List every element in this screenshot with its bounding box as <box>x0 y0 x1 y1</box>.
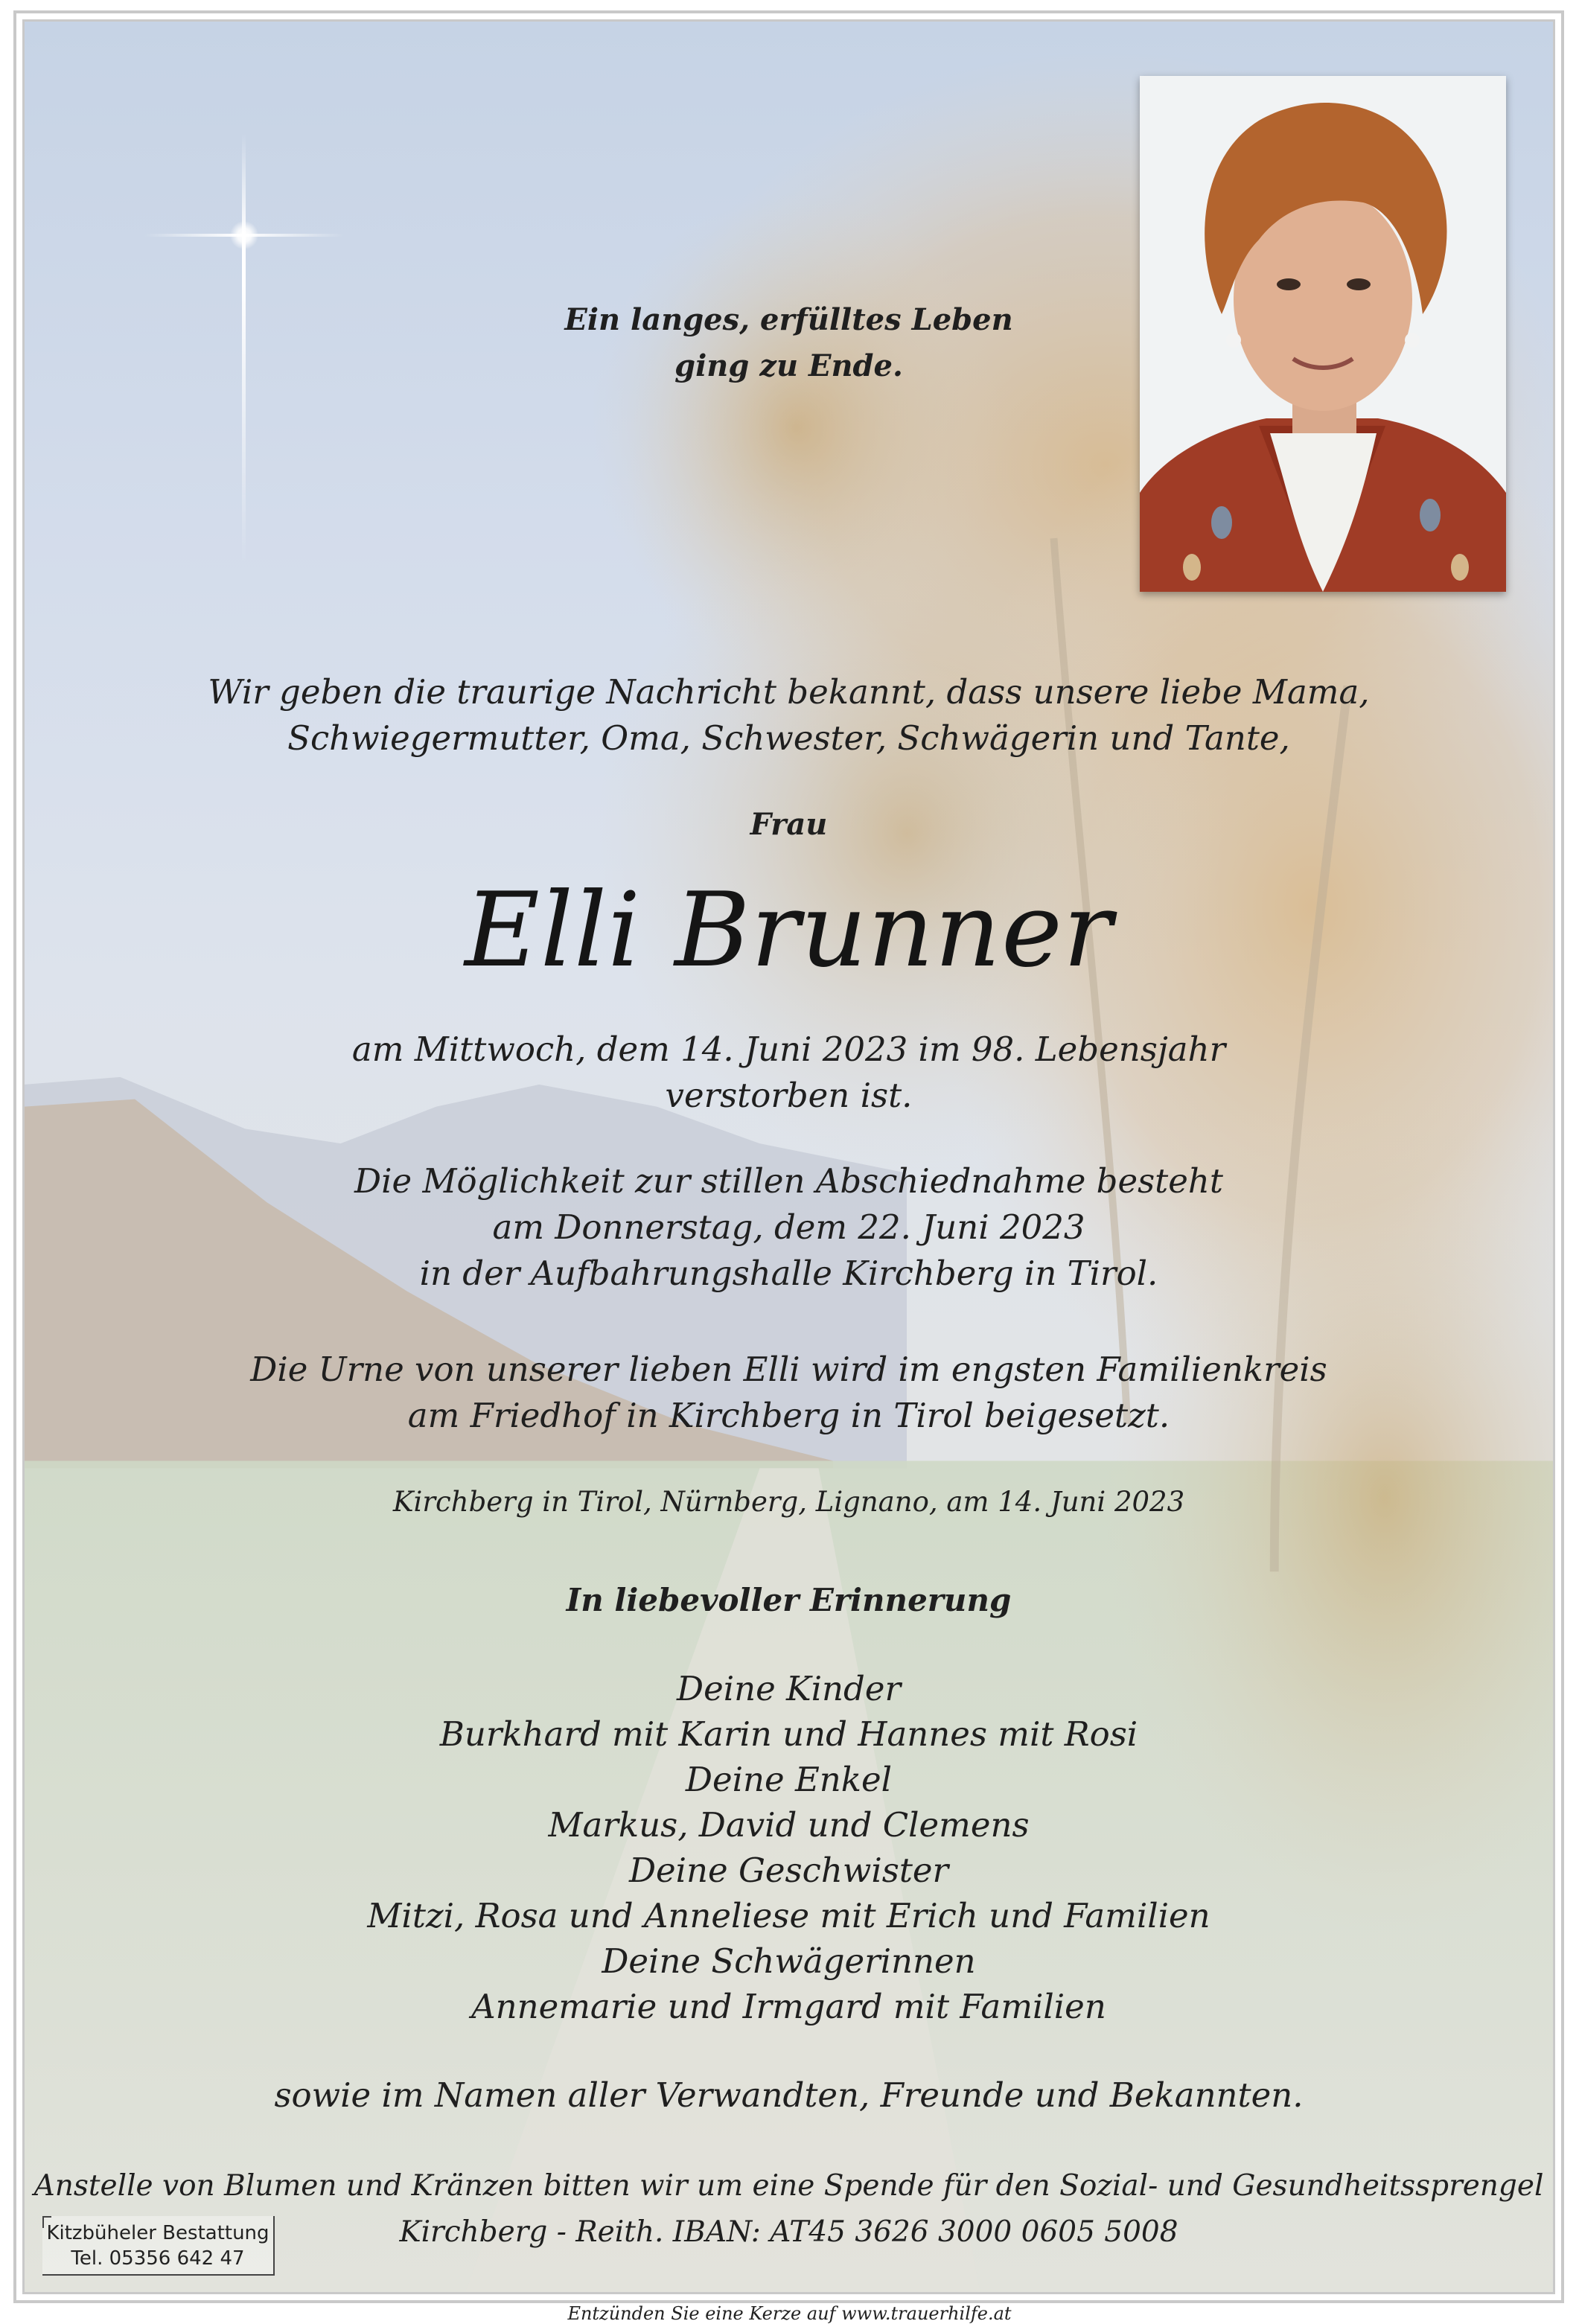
announcement-line-2: Schwiegermutter, Oma, Schwester, Schwägerin und Tante, <box>287 718 1290 758</box>
announcement-line-1: Wir geben die traurige Nachricht bekannt, dass unsere liebe Mama, <box>208 672 1370 712</box>
donation-line-1: Anstelle von Blumen und Kränzen bitten wir um eine Spende für den Sozial- und Gesundheitssprengel <box>34 2169 1544 2203</box>
funeral-home-name: Kitzbüheler Bestattung <box>46 2222 269 2244</box>
obituary-background <box>22 19 1555 2294</box>
logo-corner-mark <box>42 2216 51 2228</box>
mourners-list <box>25 1666 1553 2029</box>
farewell-info <box>25 1158 1553 1297</box>
death-line-1: am Mittwoch, dem 14. Juni 2023 im 98. Lebensjahr <box>351 1029 1226 1069</box>
farewell-line-2: am Donnerstag, dem 22. Juni 2023 <box>492 1207 1085 1247</box>
death-date-text <box>25 1027 1553 1119</box>
mourner-line: Mitzi, Rosa und Anneliese mit Erich und Familien <box>367 1896 1210 1935</box>
mourner-line: Deine Geschwister <box>628 1851 949 1890</box>
mourner-line: Markus, David und Clemens <box>548 1805 1030 1845</box>
quote-line-1: Ein langes, erfülltes Leben <box>564 302 1013 337</box>
mourner-line: Burkhard mit Karin und Hannes mit Rosi <box>439 1714 1138 1754</box>
deceased-name: Elli Brunner <box>465 870 1113 990</box>
announcement-text <box>25 669 1553 762</box>
obituary-card <box>13 10 1564 2303</box>
urn-line-2: am Friedhof in Kirchberg in Tirol beigesetzt. <box>407 1396 1170 1435</box>
urn-burial-info <box>25 1347 1553 1439</box>
farewell-line-3: in der Aufbahrungshalle Kirchberg in Tirol. <box>419 1254 1158 1293</box>
funeral-home-logo <box>42 2216 275 2276</box>
mourner-line: Deine Schwägerinnen <box>602 1941 976 1981</box>
farewell-line-1: Die Möglichkeit zur stillen Abschiednahme besteht <box>354 1161 1223 1201</box>
memory-heading: In liebevoller Erinnerung <box>566 1582 1012 1618</box>
star-icon <box>230 221 258 249</box>
candle-footer-link[interactable]: Entzünden Sie eine Kerze auf www.trauerhilfe.at <box>567 2303 1012 2324</box>
mourner-line: Deine Kinder <box>677 1669 901 1708</box>
quote-line-2: ging zu Ende. <box>674 348 903 383</box>
mourner-line: Annemarie und Irmgard mit Familien <box>471 1987 1106 2026</box>
funeral-home-phone: Tel. 05356 642 47 <box>71 2247 245 2270</box>
mourner-line: Deine Enkel <box>685 1760 893 1799</box>
relatives-line: sowie im Namen aller Verwandten, Freunde und Bekannten. <box>274 2075 1304 2115</box>
salutation: Frau <box>750 807 828 842</box>
death-line-2: verstorben ist. <box>665 1076 913 1115</box>
opening-quote <box>25 297 1553 389</box>
place-and-date: Kirchberg in Tirol, Nürnberg, Lignano, am 14. Juni 2023 <box>392 1486 1185 1518</box>
donation-line-2: Kirchberg - Reith. IBAN: AT45 3626 3000 0605 5008 <box>399 2215 1178 2249</box>
urn-line-1: Die Urne von unserer lieben Elli wird im engsten Familienkreis <box>250 1350 1327 1389</box>
